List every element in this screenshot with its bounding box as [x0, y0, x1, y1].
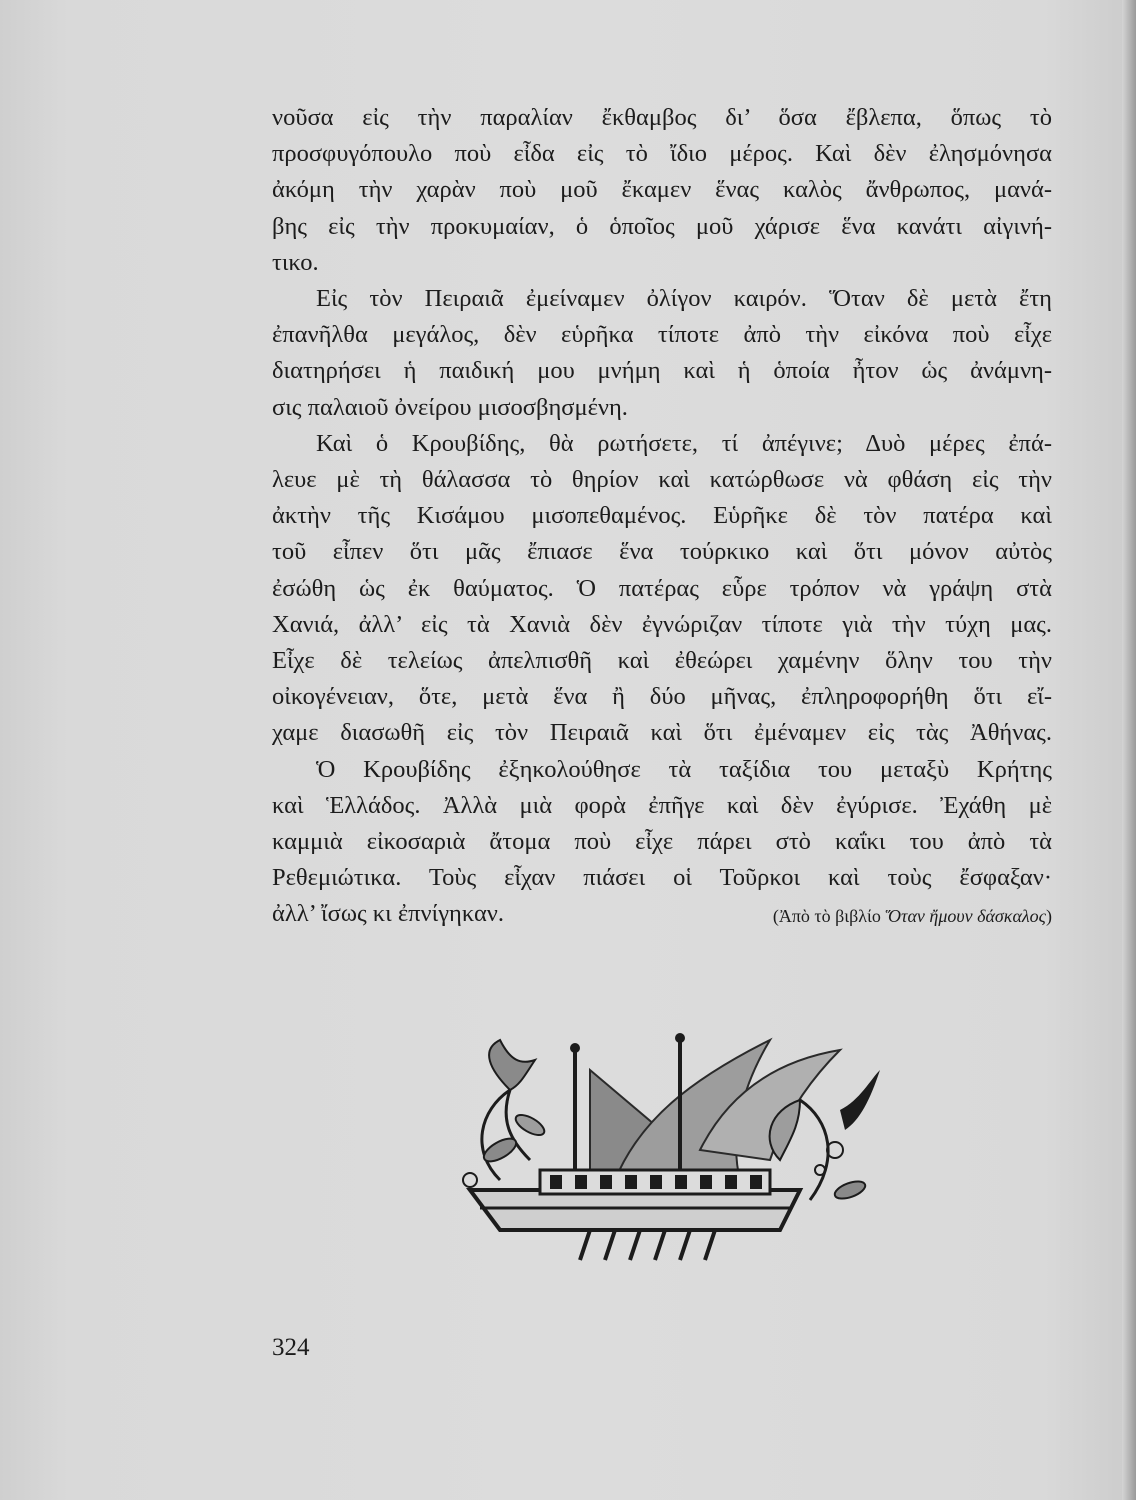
text-line: καὶ Ἑλλάδος. Ἀλλὰ μιὰ φορὰ ἐπῆγε καὶ δὲν ἐγύρισε. Ἐχάθη μὲ [272, 791, 1052, 819]
paragraph-2 [272, 281, 1052, 426]
text-line: Ρεθεμιώτικα. Τοὺς εἶχαν πιάσει οἱ Τοῦρκοι καὶ τοὺς ἔσφαξαν· [272, 864, 1052, 892]
page-edge [1122, 0, 1136, 1500]
text-line: οἰκογένειαν, ὅτε, μετὰ ἕνα ἢ δύο μῆνας, ἐπληροφορήθη ὅτι εἴ- [272, 683, 1052, 711]
source-prefix: (Ἀπὸ τὸ βιβλίο [772, 906, 886, 926]
text-line: λευε μὲ τὴ θάλασσα τὸ θηρίον καὶ κατώρθωσε νὰ φθάση εἰς τὴν [272, 466, 1052, 494]
text-line: καμμιὰ εἰκοσαριὰ ἄτομα ποὺ εἶχε πάρει στὸ καΐκι του ἀπὸ τὰ [272, 828, 1052, 856]
text-line: Καὶ ὁ Κρουβίδης, θὰ ρωτήσετε, τί ἀπέγινε; Δυὸ μέρες ἐπά- [316, 429, 1052, 457]
text-line: ἀκτὴν τῆς Κισάμου μισοπεθαμένος. Εὑρῆκε δὲ τὸν πατέρα καὶ [272, 502, 1052, 530]
text-line: χαμε διασωθῆ εἰς τὸν Πειραιᾶ καὶ ὅτι ἐμέναμεν εἰς τὰς Ἀθήνας. [272, 719, 1052, 747]
text-line: Χανιά, ἀλλ’ εἰς τὰ Χανιὰ δὲν ἐγνώριζαν τίποτε γιὰ τὴν τύχη μας. [272, 610, 1052, 638]
text-line: ἀλλ’ ἴσως κι ἐπνίγηκαν. [272, 900, 505, 928]
text-line: τοῦ εἶπεν ὅτι μᾶς ἔπιασε ἕνα τούρκικο καὶ ὅτι μόνον αὐτὸς [272, 538, 1052, 566]
text-line: ἀκόμη τὴν χαρὰν ποὺ μοῦ ἔκαμεν ἕνας καλὸς ἄνθρωπος, μανά- [272, 176, 1052, 204]
text-line: ἐσώθη ὡς ἐκ θαύματος. Ὁ πατέρας εὗρε τρόπον νὰ γράψη στὰ [272, 574, 1052, 602]
text-line: ἐπανῆλθα μεγάλος, δὲν εὑρῆκα τίποτε ἀπὸ τὴν εἰκόνα ποὺ εἶχε [272, 321, 1052, 349]
text-line: σις παλαιοῦ ὀνείρου μισοσβησμένη. [272, 393, 628, 421]
text-line: τικο. [272, 248, 319, 276]
body-text [272, 100, 1052, 933]
text-line: Εἰς τὸν Πειραιᾶ ἐμείναμεν ὀλίγον καιρόν. Ὅταν δὲ μετὰ ἔτη [316, 285, 1052, 313]
source-suffix: ) [1046, 906, 1052, 926]
text-line: Εἶχε δὲ τελείως ἀπελπισθῆ καὶ ἐθεώρει χαμένην ὅλην του τὴν [272, 647, 1052, 675]
source-citation [272, 906, 1052, 927]
page-number: 324 [272, 1334, 310, 1361]
text-line: βης εἰς τὴν προκυμαίαν, ὁ ὁποῖος μοῦ χάρισε ἕνα κανάτι αἰγινή- [272, 212, 1052, 240]
text-line: προσφυγόπουλο ποὺ εἶδα εἰς τὸ ἴδιο μέρος. Καὶ δὲν ἐλησμόνησα [272, 140, 1052, 168]
paragraph-1 [272, 100, 1052, 281]
text-line: νοῦσα εἰς τὴν παραλίαν ἔκθαμβος δι’ ὅσα ἔβλεπα, ὅπως τὸ [272, 104, 1052, 131]
sailing-ship-with-flowers-icon [440, 1030, 900, 1270]
text-line: Ὁ Κρουβίδης ἐξηκολούθησε τὰ ταξίδια του μεταξὺ Κρήτης [316, 755, 1052, 783]
source-book-title: Ὅταν ἤμουν δάσκαλος [885, 906, 1046, 926]
paragraph-3 [272, 426, 1052, 752]
text-line: διατηρήσει ἡ παιδική μου μνήμη καὶ ἡ ὁποία ἦτον ὡς ἀνάμνη- [272, 357, 1052, 385]
